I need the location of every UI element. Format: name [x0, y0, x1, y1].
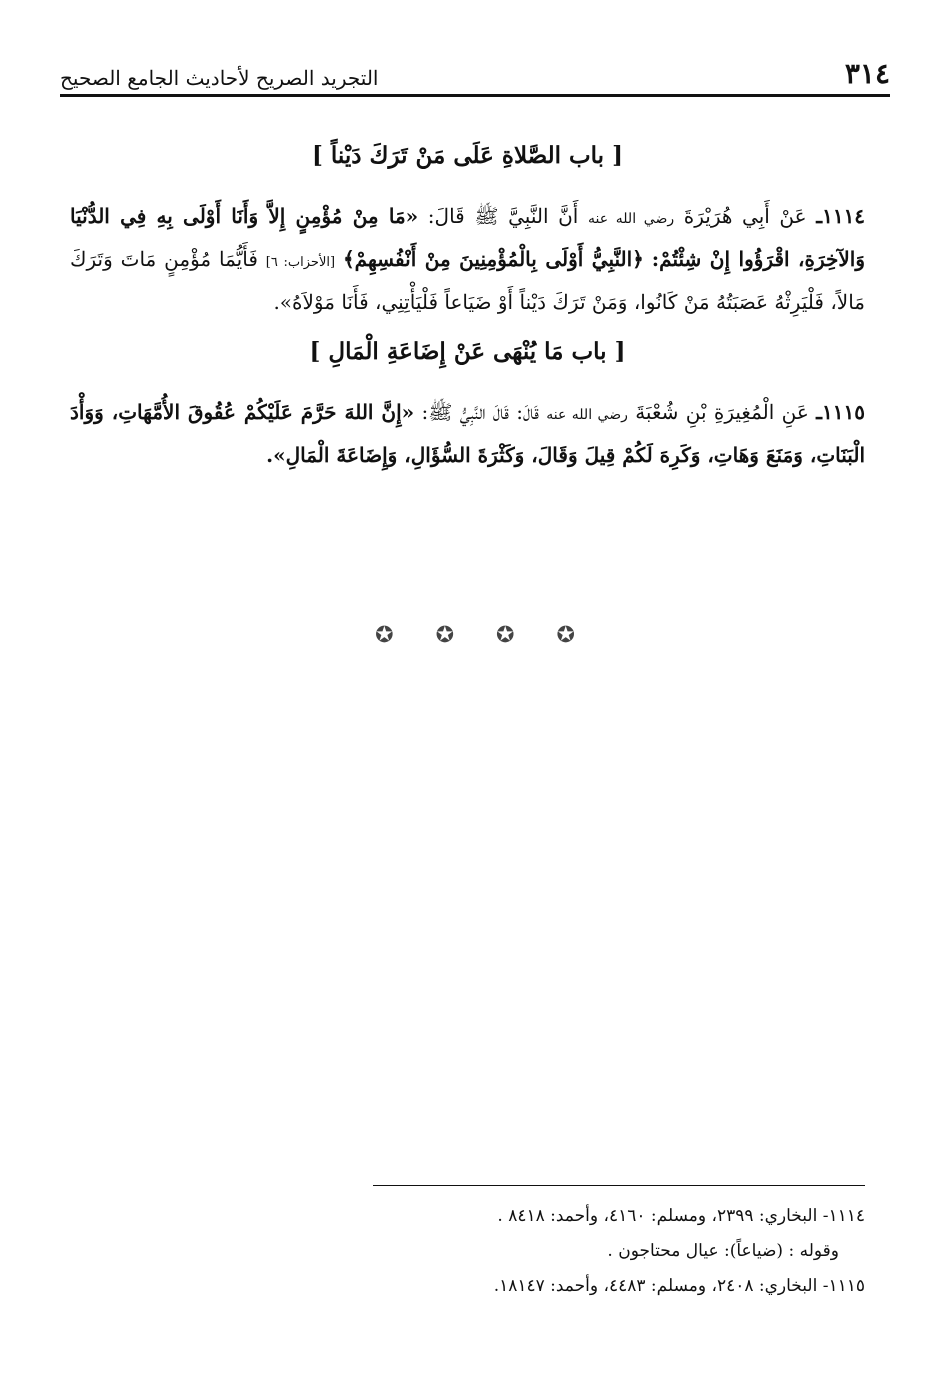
- hadith-1114: [70, 195, 865, 324]
- hadith-narrator: عَنْ أَبِي هُرَيْرَةَ: [683, 203, 807, 228]
- hadith-number: ١١١٤ـ: [816, 203, 866, 228]
- section-divider: [0, 625, 950, 647]
- hadith-1115: [70, 391, 865, 477]
- chapter-heading: [ باب الصَّلاةِ عَلَى مَنْ تَرَكَ دَيْناً ]: [312, 142, 623, 169]
- quran-quote: ﴿النَّبِيُّ أَوْلَى بِالْمُؤْمِنِينَ مِنْ أَنْفُسِهِمْ﴾: [342, 246, 644, 271]
- footnote-rule: [373, 1185, 865, 1186]
- hadith-narrator: عَنِ الْمُغِيرَةِ بْنِ شُعْبَةَ: [635, 399, 809, 424]
- honorific-glyph: رضي الله عنه: [588, 210, 675, 227]
- page-header: [60, 52, 890, 88]
- footnote: ١١١٤- البخاري: ٢٣٩٩، ومسلم: ٤١٦٠، وأحمد: ٨٤١٨ .: [497, 1206, 865, 1226]
- hadith-number: ١١١٥ـ: [816, 399, 865, 424]
- hadith-matn: «إِنَّ اللهَ حَرَّمَ عَلَيْكُمْ عُقُوقَ الأُمَّهَاتِ، وَوَأْدَ الْبَنَاتِ، وَمَنَعَ وَهَاتِ، وَكَرِهَ لَكُمْ قِيلَ وَقَالَ، وَكَثْرَةَ السُّؤَالِ، وَإِضَاعَةَ الْمَالِ».: [70, 399, 865, 467]
- star-ornament-icon: ✪: [375, 623, 394, 648]
- header-rule: [60, 94, 890, 97]
- main-text: [70, 138, 865, 487]
- quran-reference: [الأحزاب: ٦]: [265, 254, 336, 270]
- page-number: ٣١٤: [844, 57, 890, 90]
- star-ornament-icon: ✪: [435, 623, 454, 648]
- footnotes: [200, 1203, 865, 1309]
- star-ornament-icon: ✪: [496, 623, 515, 648]
- star-ornament-icon: ✪: [556, 623, 575, 648]
- honorific-glyph: رضي الله عنه: [546, 406, 628, 423]
- running-title: التجريد الصريح لأحاديث الجامع الصحيح: [60, 66, 379, 90]
- chapter-heading: [ باب مَا يُنْهَى عَنْ إِضَاعَةِ الْمَالِ ]: [309, 337, 626, 365]
- footnote: وقوله : (ضياعاً): عيال محتاجون .: [607, 1241, 839, 1262]
- hadith-intro: أَنَّ النَّبِيَّ ﷺ قَالَ:: [427, 203, 579, 228]
- hadith-intro: قَالَ: قَالَ النَّبِيُّ ﷺ:: [421, 399, 539, 424]
- hadith-matn: «مَا مِنْ مُؤْمِنٍ إِلاَّ وَأَنَا أَوْلَى بِهِ فِي الدُّنْيَا وَالآخِرَةِ، اقْرَؤُوا إِنْ شِئْتُمْ:: [70, 203, 866, 271]
- hadith-matn-continued: فَأَيُّمَا مُؤْمِنٍ مَاتَ وَتَرَكَ مَالاً، فَلْيَرِثْهُ عَصَبَتُهُ مَنْ كَانُوا، وَمَنْ تَرَكَ دَيْناً أَوْ ضَيَاعاً فَلْيَأْتِنِي، فَأَنَا مَوْلاَهُ».: [70, 246, 865, 314]
- footnote: ١١١٥- البخاري: ٢٤٠٨، ومسلم: ٤٤٨٣، وأحمد: ١٨١٤٧.: [493, 1276, 865, 1297]
